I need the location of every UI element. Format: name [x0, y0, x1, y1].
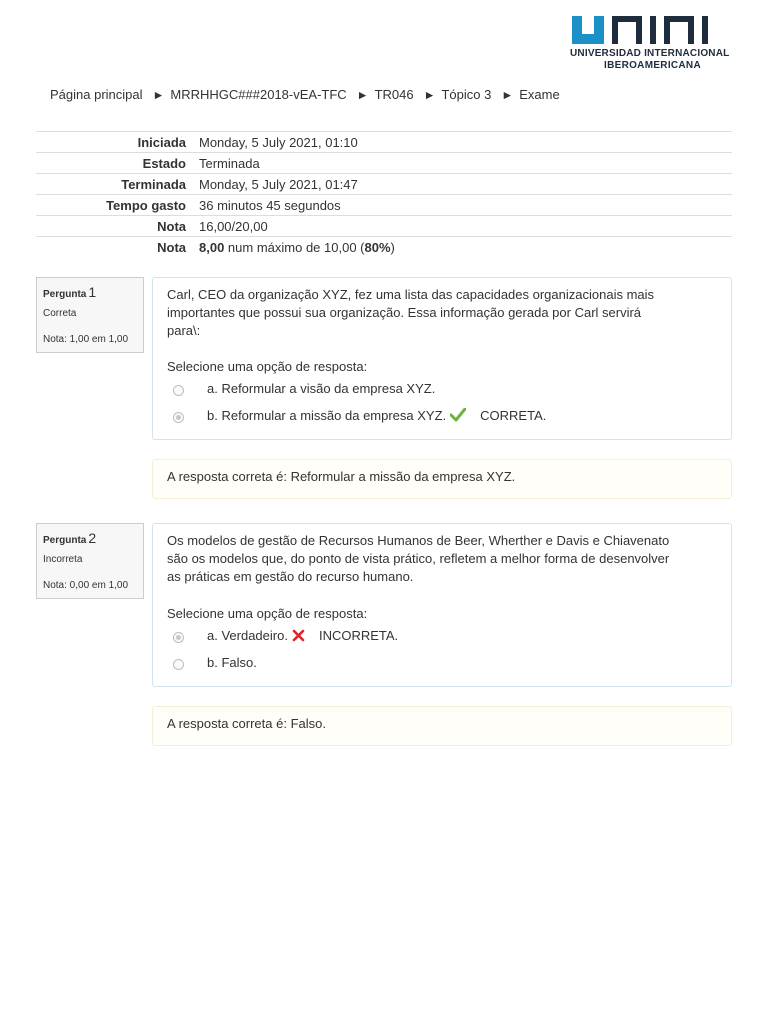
question-text-line: importantes que possui sua organização. Essa informação gerada por Carl servirá: [167, 305, 642, 320]
breadcrumb: [50, 87, 560, 102]
correct-answer-text: A resposta correta é: Reformular a missão da empresa XYZ.: [167, 469, 516, 484]
radio-button-selected[interactable]: [173, 412, 184, 423]
logo-line-1: UNIVERSIDAD INTERNACIONAL: [570, 48, 730, 59]
question-text: [167, 286, 707, 340]
radio-button-selected[interactable]: [173, 632, 184, 643]
cross-icon: [292, 629, 305, 645]
radio-button[interactable]: [173, 385, 184, 396]
summary-value: Monday, 5 July 2021, 01:47: [199, 174, 732, 195]
summary-row: [36, 153, 732, 174]
question-text-line: são os modelos que, do ponto de vista prático, refletem a melhor forma de desenvolver: [167, 551, 670, 566]
question-text: [167, 532, 707, 586]
summary-label: Terminada: [36, 174, 199, 195]
answer-prompt: Selecione uma opção de resposta:: [167, 359, 368, 374]
summary-label: Tempo gasto: [36, 195, 199, 216]
breadcrumb-item-exam[interactable]: Exame: [519, 87, 560, 102]
summary-value: Monday, 5 July 2021, 01:10: [199, 132, 732, 153]
question-number: [43, 530, 96, 546]
unini-logo: [566, 12, 736, 74]
question-text-line: Os modelos de gestão de Recursos Humanos de Beer, Wherther e Davis e Chiavenato: [167, 533, 670, 548]
answer-verdict: CORRETA.: [480, 408, 547, 423]
question-number-value: 1: [88, 284, 97, 300]
summary-value: Terminada: [199, 153, 732, 174]
summary-row: [36, 195, 732, 216]
grade-points: 8,00: [199, 239, 225, 255]
answer-option-label-wrap: [207, 628, 398, 645]
summary-row: [36, 174, 732, 195]
summary-value: 16,00/20,00: [199, 216, 732, 237]
question-label: Pergunta: [43, 289, 87, 300]
answer-option-label: b. Falso.: [207, 655, 257, 670]
grade-text-end: ): [390, 239, 395, 255]
summary-value: [199, 237, 732, 258]
question-text-line: Carl, CEO da organização XYZ, fez uma lista das capacidades organizacionais mais: [167, 287, 655, 302]
check-icon: [450, 408, 466, 425]
summary-row: [36, 132, 732, 153]
grade-text: num máximo de 10,00 (: [224, 239, 365, 255]
answer-feedback-2: [152, 706, 732, 746]
question-text-line: as práticas em gestão do recurso humano.: [167, 569, 414, 584]
breadcrumb-separator: ►: [501, 88, 514, 102]
attempt-summary-table: [36, 131, 732, 257]
grade-percent: 80%: [364, 239, 391, 255]
question-content-1: [152, 277, 732, 440]
breadcrumb-item-course[interactable]: MRRHHGC###2018-vEA-TFC: [170, 87, 347, 102]
breadcrumb-item-section[interactable]: TR046: [374, 87, 414, 102]
question-content-2: [152, 523, 732, 687]
answer-option-label: b. Reformular a missão da empresa XYZ.: [207, 408, 447, 423]
breadcrumb-separator: ►: [356, 88, 369, 102]
question-state: Incorreta: [43, 554, 83, 565]
summary-label: Nota: [36, 216, 199, 237]
answer-feedback-1: [152, 459, 732, 499]
breadcrumb-item-home[interactable]: Página principal: [50, 87, 143, 102]
radio-button[interactable]: [173, 659, 184, 670]
unini-logo-mark: [570, 14, 736, 46]
breadcrumb-separator: ►: [423, 88, 436, 102]
answer-option-label-wrap: [207, 408, 546, 425]
question-info-1: [36, 277, 144, 353]
summary-label: Estado: [36, 153, 199, 174]
summary-value: 36 minutos 45 segundos: [199, 195, 732, 216]
logo-line-2: IBEROAMERICANA: [604, 60, 701, 71]
summary-row: [36, 216, 732, 237]
question-label: Pergunta: [43, 535, 87, 546]
answer-prompt: Selecione uma opção de resposta:: [167, 606, 368, 621]
question-number-value: 2: [88, 530, 97, 546]
question-grade: Nota: 1,00 em 1,00: [43, 334, 129, 345]
answer-option-label: a. Verdadeiro.: [207, 628, 288, 643]
question-state: Correta: [43, 308, 77, 319]
answer-option-label: a. Reformular a visão da empresa XYZ.: [207, 381, 436, 396]
question-grade: Nota: 0,00 em 1,00: [43, 580, 129, 591]
summary-label: Nota: [36, 237, 199, 258]
breadcrumb-separator: ►: [152, 88, 165, 102]
answer-verdict: INCORRETA.: [318, 628, 399, 643]
summary-row: [36, 237, 732, 258]
question-info-2: [36, 523, 144, 599]
breadcrumb-item-topic[interactable]: Tópico 3: [441, 87, 492, 102]
question-text-line: para\:: [167, 323, 201, 338]
summary-label: Iniciada: [36, 132, 199, 153]
question-number: [43, 284, 96, 300]
correct-answer-text: A resposta correta é: Falso.: [167, 716, 326, 731]
